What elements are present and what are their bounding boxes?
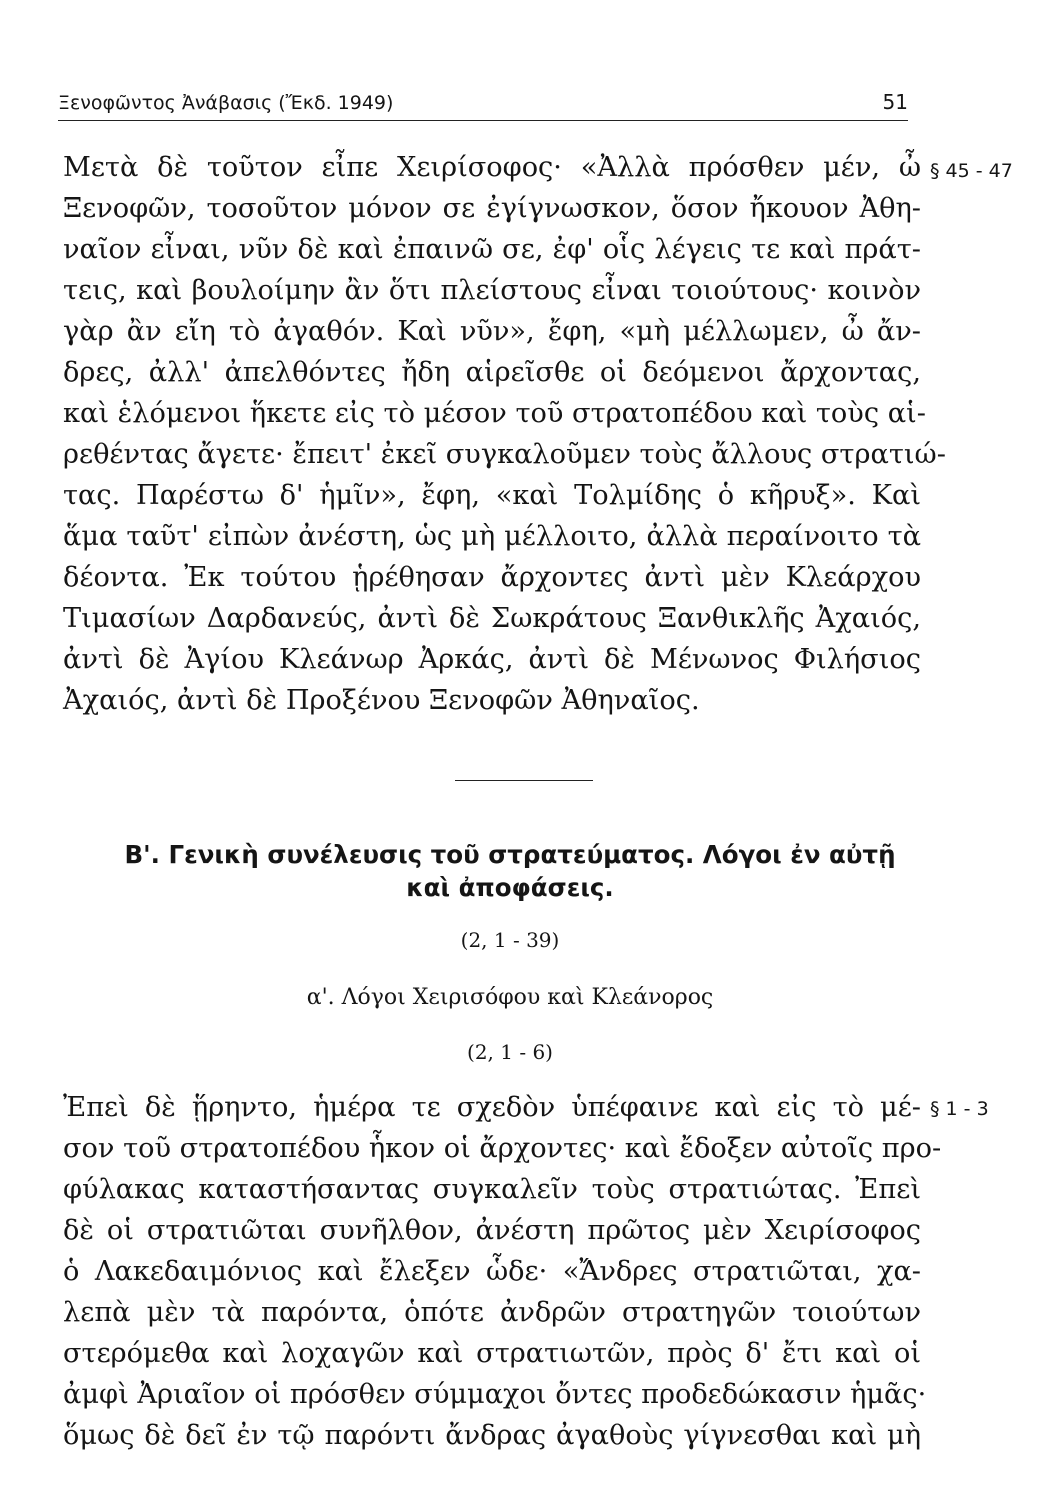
text-line: σον τοῦ στρατοπέδου ἧκον οἱ ἄρχοντες· καὶ ἔδοξεν αὐτοῖς προ- — [63, 1133, 942, 1164]
text-line: δέοντα. Ἐκ τούτου ᾑρέθησαν ἄρχοντες ἀντὶ μὲν Κλεάρχου — [63, 562, 921, 593]
text-line: τας. Παρέστω δ' ἡμῖν», ἔφη, «καὶ Τολμίδης ὁ κῆρυξ». Καὶ — [63, 480, 921, 511]
text-line: τεις, καὶ βουλοίμην ἂν ὅτι πλείστους εἶναι τοιούτους· κοινὸν — [63, 275, 921, 306]
text-line: Τιμασίων Δαρδανεύς, ἀντὶ δὲ Σωκράτους Ξανθικλῆς Ἀχαιός, — [63, 603, 921, 634]
text-line: γὰρ ἂν εἴη τὸ ἀγαθόν. Καὶ νῦν», ἔφη, «μὴ μέλλωμεν, ὦ ἄν- — [63, 316, 921, 347]
text-line: ἅμα ταῦτ' εἰπὼν ἀνέστη, ὡς μὴ μέλλοιτο, ἀλλὰ περαίνοιτο τὰ — [63, 521, 921, 552]
text-line: Μετὰ δὲ τοῦτον εἶπε Χειρίσοφος· «Ἀλλὰ πρόσθεν μέν, ὦ — [63, 152, 921, 183]
text-line: ρεθέντας ἄγετε· ἔπειτ' ἐκεῖ συγκαλοῦμεν τοὺς ἄλλους στρατιώ- — [63, 439, 946, 470]
text-line: δρες, ἀλλ' ἀπελθόντες ἤδη αἱρεῖσθε οἱ δεόμενοι ἄρχοντας, — [63, 357, 921, 388]
text-line: καὶ ἑλόμενοι ἥκετε εἰς τὸ μέσον τοῦ στρατοπέδου καὶ τοὺς αἱ- — [63, 398, 926, 429]
text-line: ἀντὶ δὲ Ἀγίου Κλεάνωρ Ἀρκάς, ἀντὶ δὲ Μένωνος Φιλήσιος — [63, 644, 921, 675]
text-line: δὲ οἱ στρατιῶται συνῆλθον, ἀνέστη πρῶτος μὲν Χειρίσοφος — [63, 1215, 921, 1246]
text-line: ἀμφὶ Ἀριαῖον οἱ πρόσθεν σύμμαχοι ὄντες προδεδώκασιν ἡμᾶς· — [63, 1379, 927, 1410]
chapter-heading: Β'. Γενικὴ συνέλευσις τοῦ στρατεύματος. Λόγοι ἐν αὐτῇ — [124, 840, 896, 869]
text-line: λεπὰ μὲν τὰ παρόντα, ὁπότε ἀνδρῶν στρατηγῶν τοιούτων — [63, 1297, 921, 1328]
text-line: στερόμεθα καὶ λοχαγῶν καὶ στρατιωτῶν, πρὸς δ' ἔτι καὶ οἱ — [63, 1338, 921, 1369]
chapter-reference: (2, 1 - 39) — [460, 928, 560, 952]
running-header — [58, 88, 908, 121]
chapter-heading-continued: καὶ ἀποφάσεις. — [406, 873, 614, 902]
section-reference-1-3: § 1 - 3 — [930, 1098, 989, 1120]
text-line: ναῖον εἶναι, νῦν δὲ καὶ ἐπαινῶ σε, ἐφ' οἷς λέγεις τε καὶ πράτ- — [63, 234, 921, 265]
section-reference-45-47: § 45 - 47 — [930, 160, 1013, 182]
subsection-reference: (2, 1 - 6) — [467, 1040, 553, 1064]
book-title: Ξενοφῶντος Ἀνάβασις (Ἔκδ. 1949) — [58, 92, 394, 114]
section-divider — [455, 780, 593, 781]
text-line: Ἀχαιός, ἀντὶ δὲ Προξένου Ξενοφῶν Ἀθηναῖος. — [63, 685, 700, 716]
text-line: Ξενοφῶν, τοσοῦτον μόνον σε ἐγίγνωσκον, ὅσον ἤκουον Ἀθη- — [63, 193, 921, 224]
text-line: ὅμως δὲ δεῖ ἐν τῷ παρόντι ἄνδρας ἀγαθοὺς γίγνεσθαι καὶ μὴ — [63, 1420, 921, 1451]
subsection-heading: α'. Λόγοι Χειρισόφου καὶ Κλεάνορος — [306, 985, 714, 1010]
text-line: φύλακας καταστήσαντας συγκαλεῖν τοὺς στρατιώτας. Ἐπεὶ — [63, 1174, 921, 1205]
page-number: 51 — [882, 90, 908, 114]
text-line: ὁ Λακεδαιμόνιος καὶ ἔλεξεν ὧδε· «Ἄνδρες στρατιῶται, χα- — [63, 1256, 921, 1287]
text-line: Ἐπεὶ δὲ ᾕρηντο, ἡμέρα τε σχεδὸν ὑπέφαινε καὶ εἰς τὸ μέ- — [63, 1092, 921, 1123]
